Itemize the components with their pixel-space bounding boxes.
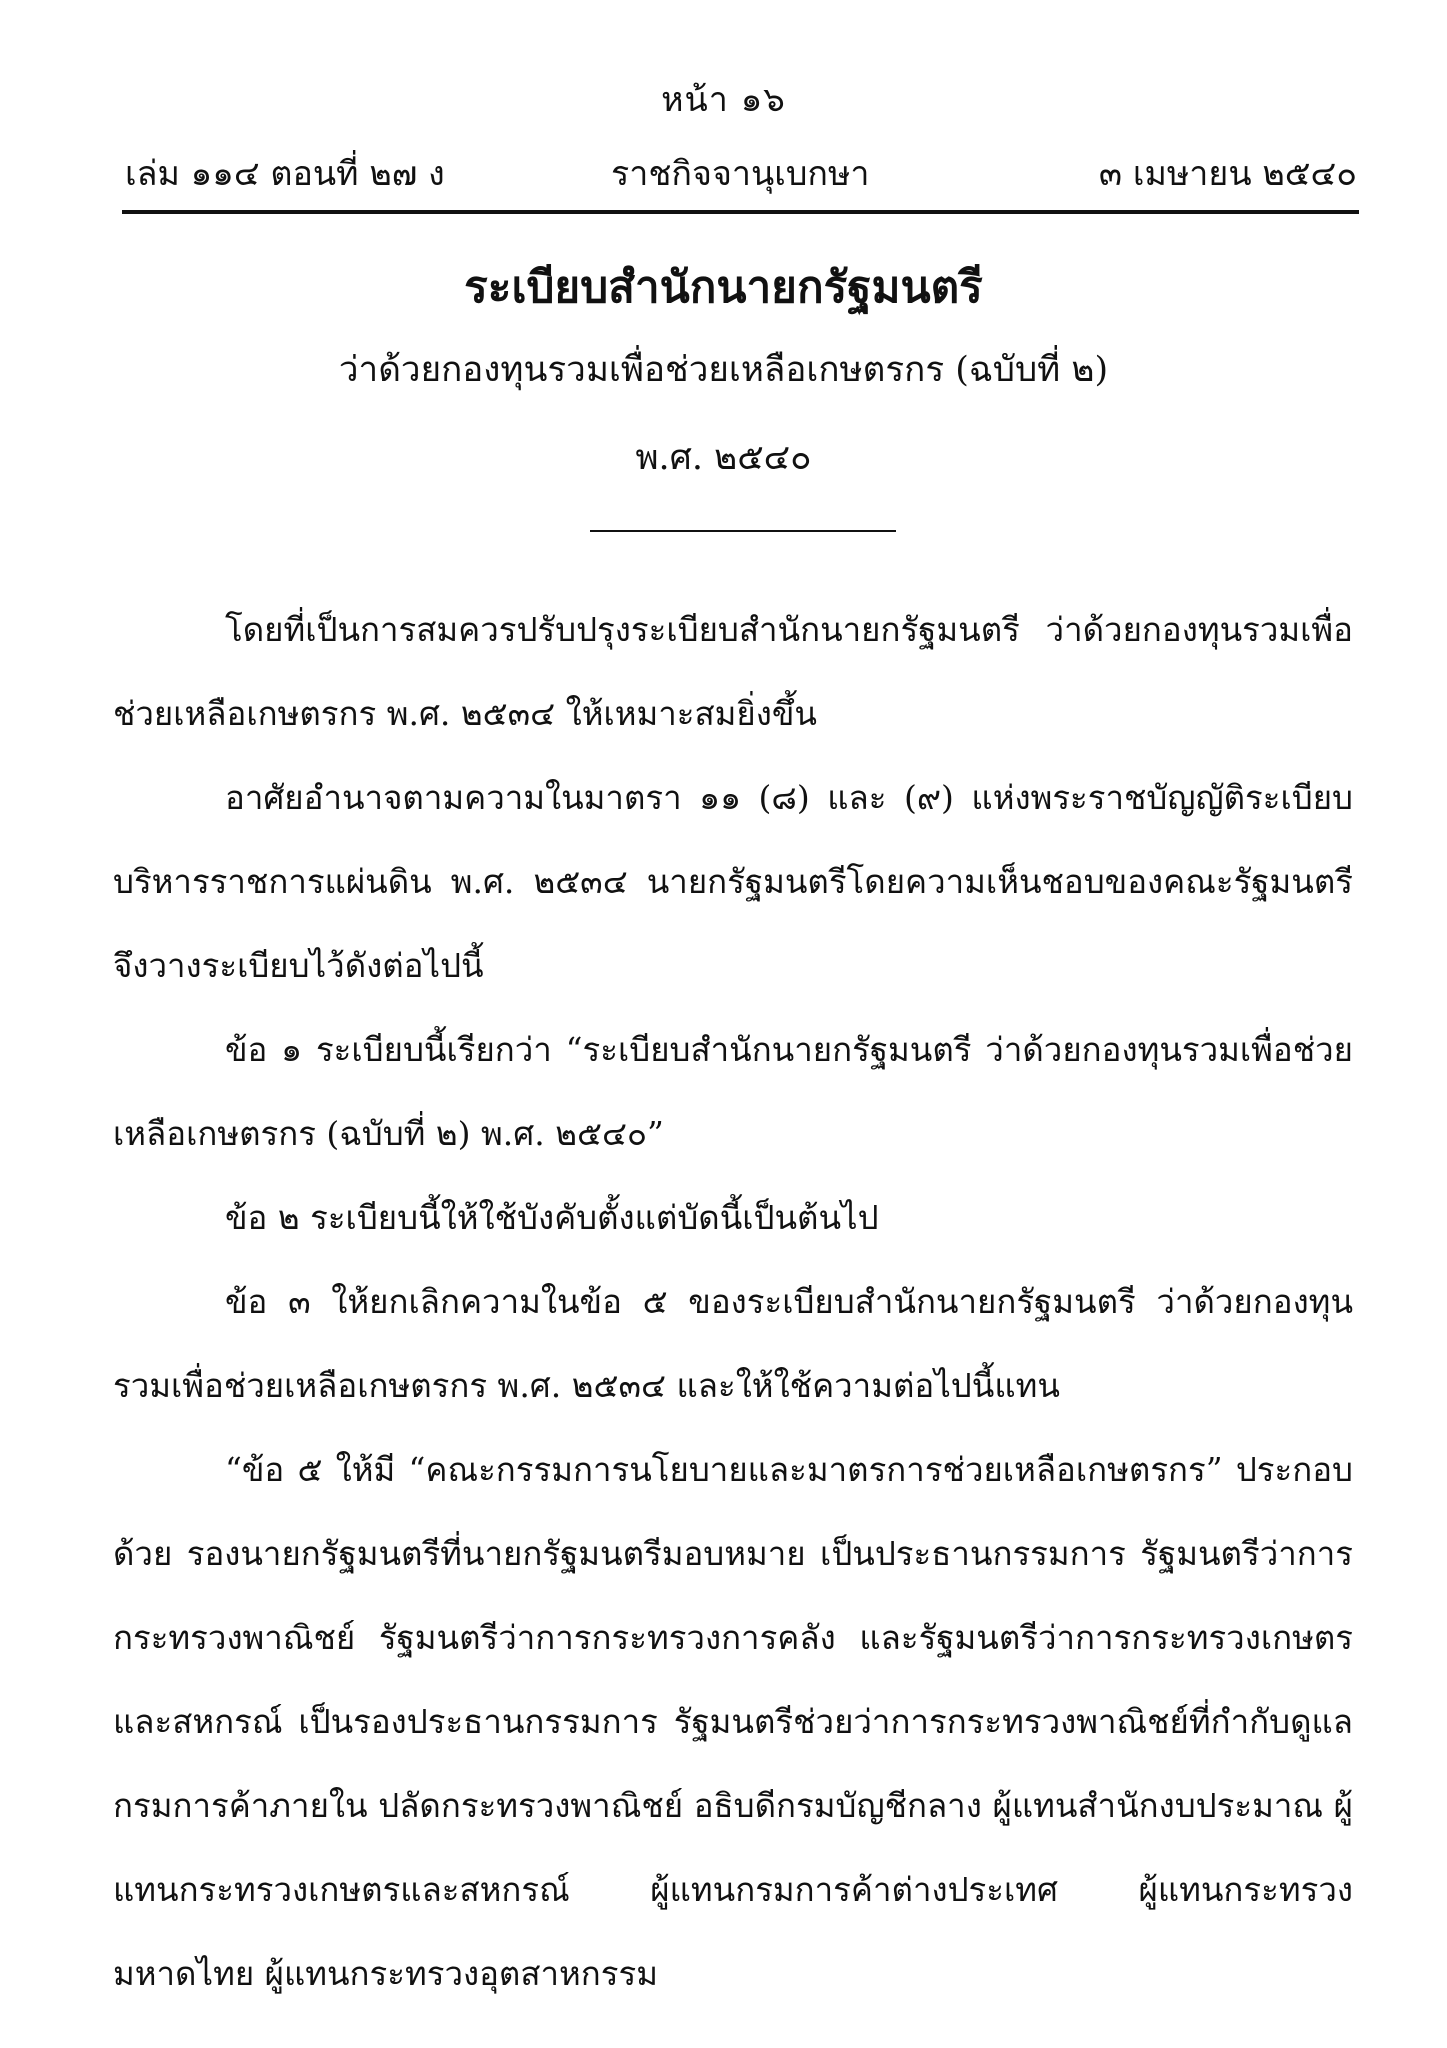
document-title: ระเบียบสำนักนายกรัฐมนตรี xyxy=(464,262,983,313)
page-number: หน้า ๑๖ xyxy=(661,80,786,120)
title-divider xyxy=(590,530,896,532)
preamble-paragraph: โดยที่เป็นการสมควรปรับปรุงระเบียบสำนักนายกรัฐมนตรี ว่าด้วยกองทุนรวมเพื่อช่วยเหลือเกษตรกร พ.ศ. ๒๕๓๔ ให้เหมาะสมยิ่งขึ้น xyxy=(113,610,1353,733)
document-year: พ.ศ. ๒๕๔๐ xyxy=(635,438,812,478)
publication-date: ๓ เมษายน ๒๕๔๐ xyxy=(1098,154,1357,194)
document-body xyxy=(113,588,1353,2016)
clause-1-paragraph: ข้อ ๑ ระเบียบนี้เรียกว่า “ระเบียบสำนักนายกรัฐมนตรี ว่าด้วยกองทุนรวมเพื่อช่วยเหลือเกษตรกร (ฉบับที่ ๒) พ.ศ. ๒๕๔๐” xyxy=(113,1030,1353,1153)
gazette-name: ราชกิจจานุเบกษา xyxy=(611,154,870,194)
clause-5-paragraph: “ข้อ ๕ ให้มี “คณะกรรมการนโยบายและมาตรการช่วยเหลือเกษตรกร” ประกอบด้วย รองนายกรัฐมนตรีที่นายกรัฐมนตรีมอบหมาย เป็นประธานกรรมการ รัฐมนตรีว่าการกระทรวงพาณิชย์ รัฐมนตรีว่าการกระทรวงการคลัง และรัฐมนตรีว่าการกระทรวงเกษตรและสหกรณ์ เป็นรองประธานกรรมการ รัฐมนตรีช่วยว่าการกระทรวงพาณิชย์ที่กำกับดูแลกรมการค้าภายใน ปลัดกระทรวงพาณิชย์ อธิบดีกรมบัญชีกลาง ผู้แทนสำนักงบประมาณ ผู้แทนกระทรวงเกษตรและสหกรณ์ ผู้แทนกรมการค้าต่างประเทศ ผู้แทนกระทรวงมหาดไทย ผู้แทนกระทรวงอุตสาหกรรม xyxy=(113,1450,1353,1993)
header-divider xyxy=(122,210,1359,214)
clause-2-paragraph: ข้อ ๒ ระเบียบนี้ให้ใช้บังคับตั้งแต่บัดนี้เป็นต้นไป xyxy=(225,1198,879,1237)
clause-3-paragraph: ข้อ ๓ ให้ยกเลิกความในข้อ ๕ ของระเบียบสำนักนายกรัฐมนตรี ว่าด้วยกองทุนรวมเพื่อช่วยเหลือเกษตรกร พ.ศ. ๒๕๓๔ และให้ใช้ความต่อไปนี้แทน xyxy=(113,1282,1353,1405)
authority-paragraph: อาศัยอำนาจตามความในมาตรา ๑๑ (๘) และ (๙) แห่งพระราชบัญญัติระเบียบบริหารราชการแผ่นดิน พ.ศ. ๒๕๓๔ นายกรัฐมนตรีโดยความเห็นชอบของคณะรัฐมนตรี จึงวางระเบียบไว้ดังต่อไปนี้ xyxy=(113,778,1353,985)
document-subtitle: ว่าด้วยกองทุนรวมเพื่อช่วยเหลือเกษตรกร (ฉบับที่ ๒) xyxy=(338,350,1109,390)
gazette-header xyxy=(125,146,1357,194)
volume-issue: เล่ม ๑๑๔ ตอนที่ ๒๗ ง xyxy=(125,154,445,194)
